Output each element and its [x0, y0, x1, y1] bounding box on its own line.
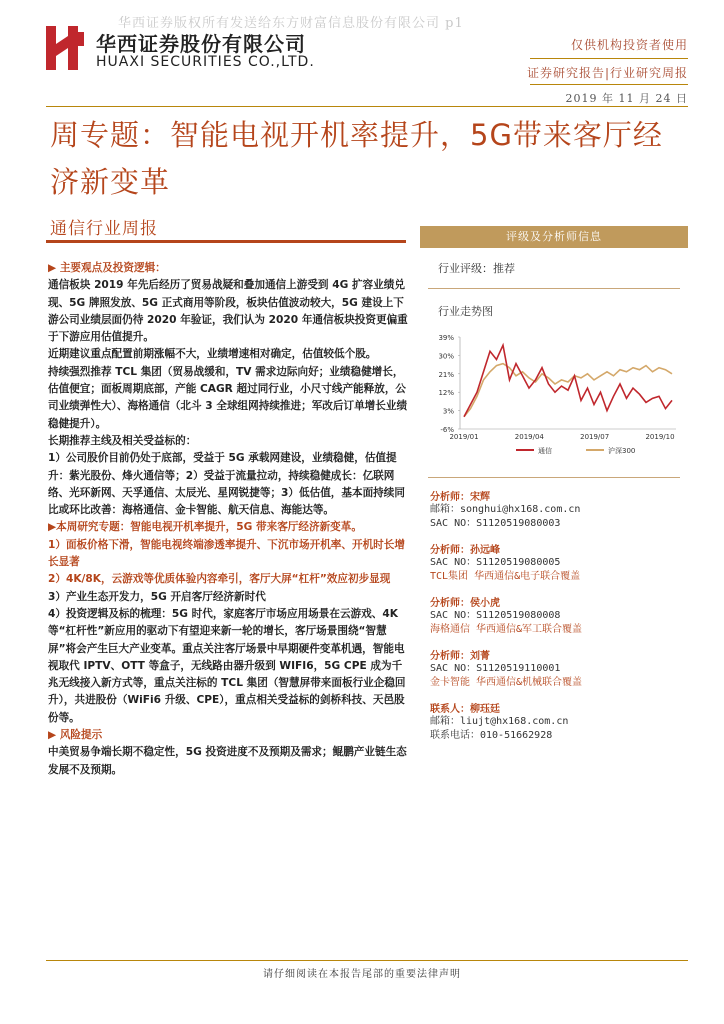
- contact-phone: 联系电话：010-51662928: [430, 730, 553, 741]
- analyst-block: [430, 594, 688, 637]
- subtitle-underline: [46, 240, 406, 243]
- analyst-name: 分析师：宋辉: [430, 492, 490, 503]
- institutional-only-label: 仅供机构投资者使用: [570, 38, 688, 52]
- company-name-cn: 华西证券股份有限公司: [96, 32, 306, 56]
- section-heading-topic: ▶本周研究专题：智能电视开机率提升，5G 带来客厅经济新变革。: [48, 521, 362, 534]
- industry-rating: 行业评级：推荐: [438, 262, 515, 275]
- company-logo-icon: [46, 26, 86, 70]
- header-divider: [530, 58, 688, 59]
- analyst-sac: SAC NO：S1120519080008: [430, 610, 561, 621]
- report-title: 周专题：智能电视开机率提升，5G带来客厅经济新变革: [50, 118, 663, 199]
- report-type-label: 证券研究报告|行业研究周报: [526, 66, 688, 80]
- y-tick-label: 12%: [438, 389, 454, 398]
- paragraph: 近期建议重点配置前期涨幅不大，业绩增速相对确定，估值较低个股。: [48, 348, 377, 361]
- trend-chart-svg: [426, 329, 686, 469]
- sidebar-divider: [428, 477, 680, 478]
- analyst-block: [430, 647, 688, 690]
- company-name-en: HUAXI SECURITIES CO.,LTD.: [96, 54, 315, 70]
- triangle-bullet-icon: ▶: [48, 729, 60, 742]
- paragraph: 通信板块 2019 年先后经历了贸易战疑和叠加通信上游受到 4G 扩容业绩兑现、5G 牌照发放、5G 正式商用等阶段，板块估值波动较大，5G 建设上下游公司业绩层面仍待 2020 年验证，我们认为 2020 年通信板块投资更偏重于下游应用估值提升。: [48, 279, 408, 344]
- triangle-bullet-icon: ▶: [48, 262, 60, 274]
- analyst-name: 分析师：刘菁: [430, 651, 490, 662]
- paragraph: 1）公司股价目前仍处于底部，受益于 5G 承载网建设，业绩稳健，估值提升：紫光股份、烽火通信等；2）受益于流量拉动，持续稳健成长：亿联网络、光环新网、天孚通信、太辰光、星网锐捷等；3）低估值，基本面持续同比或环比改善：海格通信、金卡智能、航天信息、海能达等。: [48, 452, 405, 517]
- x-tick-label: 2019/01: [449, 433, 479, 441]
- header-divider: [530, 84, 688, 85]
- x-tick-label: 2019/04: [514, 433, 544, 441]
- contact-name: 联系人：柳珏廷: [430, 704, 500, 715]
- y-tick-label: 30%: [438, 352, 454, 361]
- header-divider-full: [46, 106, 688, 107]
- paragraph: 中美贸易争端长期不稳定性，5G 投资进度不及预期及需求；鲲鹏产业链生态发展不及预期。: [48, 746, 407, 776]
- analyst-coverage: TCL集团 华西通信&电子联合覆盖: [430, 571, 581, 582]
- y-tick-label: 3%: [442, 407, 454, 416]
- section-heading-main: ▶ 主要观点及投资逻辑：: [48, 262, 166, 274]
- paragraph: 长期推荐主线及相关受益标的：: [48, 434, 197, 447]
- report-subtitle: 通信行业周报: [50, 219, 158, 239]
- y-tick-label: 21%: [438, 370, 454, 379]
- analyst-block: [430, 541, 688, 584]
- sidebar-header: 评级及分析师信息: [420, 226, 688, 248]
- contact-block: [430, 700, 688, 743]
- paragraph-highlight: 2）4K/8K，云游戏等优质体验内容牵引，客厅大屏“杠杆”效应初步显现: [48, 573, 391, 586]
- footer-divider: [46, 960, 688, 961]
- legend-label: 沪深300: [608, 447, 636, 455]
- legal-notice: 请仔细阅读在本报告尾部的重要法律声明: [263, 969, 461, 980]
- paragraph: 3）产业生态开发力，5G 开启客厅经济新时代: [48, 590, 266, 603]
- contact-email: 邮箱：liujt@hx168.com.cn: [430, 716, 569, 727]
- analyst-name: 分析师：侯小虎: [430, 598, 500, 609]
- paragraph-highlight: 1）面板价格下滑，智能电视终端渗透率提升、下沉市场开机率、开机时长增长显著: [48, 538, 405, 569]
- y-tick-label: 39%: [438, 334, 454, 342]
- analyst-email: 邮箱：songhui@hx168.com.cn: [430, 504, 581, 515]
- triangle-bullet-icon: ▶: [48, 521, 57, 534]
- y-tick-label: -6%: [440, 426, 454, 434]
- paragraph: 4）投资逻辑及标的梳理：5G 时代，家庭客厅市场应用场景在云游戏、4K 等“杠杆性”新应用的驱动下有望迎来新一轮的增长，客厅场景围绕“智慧屏”将会产生巨大产业变革。重点关注客厅场景中早期硬件变革机遇，智能电视取代 IPTV、OTT 等盒子，无线路由器升级到 WIFI6，5G CPE 成为千兆无线接入新方式等，重点关注标的 TCL 集团（智慧屏带来面板行业企稳回升），共进股份（WiFi6 升级、CPE），重点相关受益标的剑桥科技、天邑股份等。: [48, 607, 406, 724]
- legend-label: 通信: [538, 447, 552, 455]
- trend-chart: [426, 329, 686, 469]
- analyst-block: [430, 488, 688, 531]
- trend-chart-title: 行业走势图: [438, 305, 493, 318]
- sidebar-divider: [428, 288, 680, 289]
- x-tick-label: 2019/10: [645, 433, 675, 441]
- main-body: [48, 260, 410, 779]
- analyst-name: 分析师：孙远峰: [430, 545, 500, 556]
- analyst-sac: SAC NO：S1120519080003: [430, 518, 561, 529]
- watermark: 华西证券版权所有发送给东方财富信息股份有限公司 p1: [118, 16, 464, 31]
- section-heading-risk: ▶ 风险提示: [48, 729, 103, 742]
- analyst-coverage: 金卡智能 华西通信&机械联合覆盖: [430, 677, 583, 688]
- analyst-sac: SAC NO：S1120519110001: [430, 663, 561, 674]
- report-date: 2019 年 11 月 24 日: [565, 92, 688, 105]
- x-tick-label: 2019/07: [580, 433, 610, 441]
- info-sidebar: [420, 226, 688, 743]
- analyst-sac: SAC NO：S1120519080005: [430, 557, 561, 568]
- analyst-coverage: 海格通信 华西通信&军工联合覆盖: [430, 624, 583, 635]
- paragraph: 持续强烈推荐 TCL 集团（贸易战缓和，TV 需求边际向好；业绩稳健增长，估值便宜；面板周期底部，产能 CAGR 超过同行业，小尺寸线产能释放，公司业绩弹性大）、海格通信（北斗 3 全球组网持续推进；军改后订单增长业绩稳健提升）。: [48, 365, 408, 430]
